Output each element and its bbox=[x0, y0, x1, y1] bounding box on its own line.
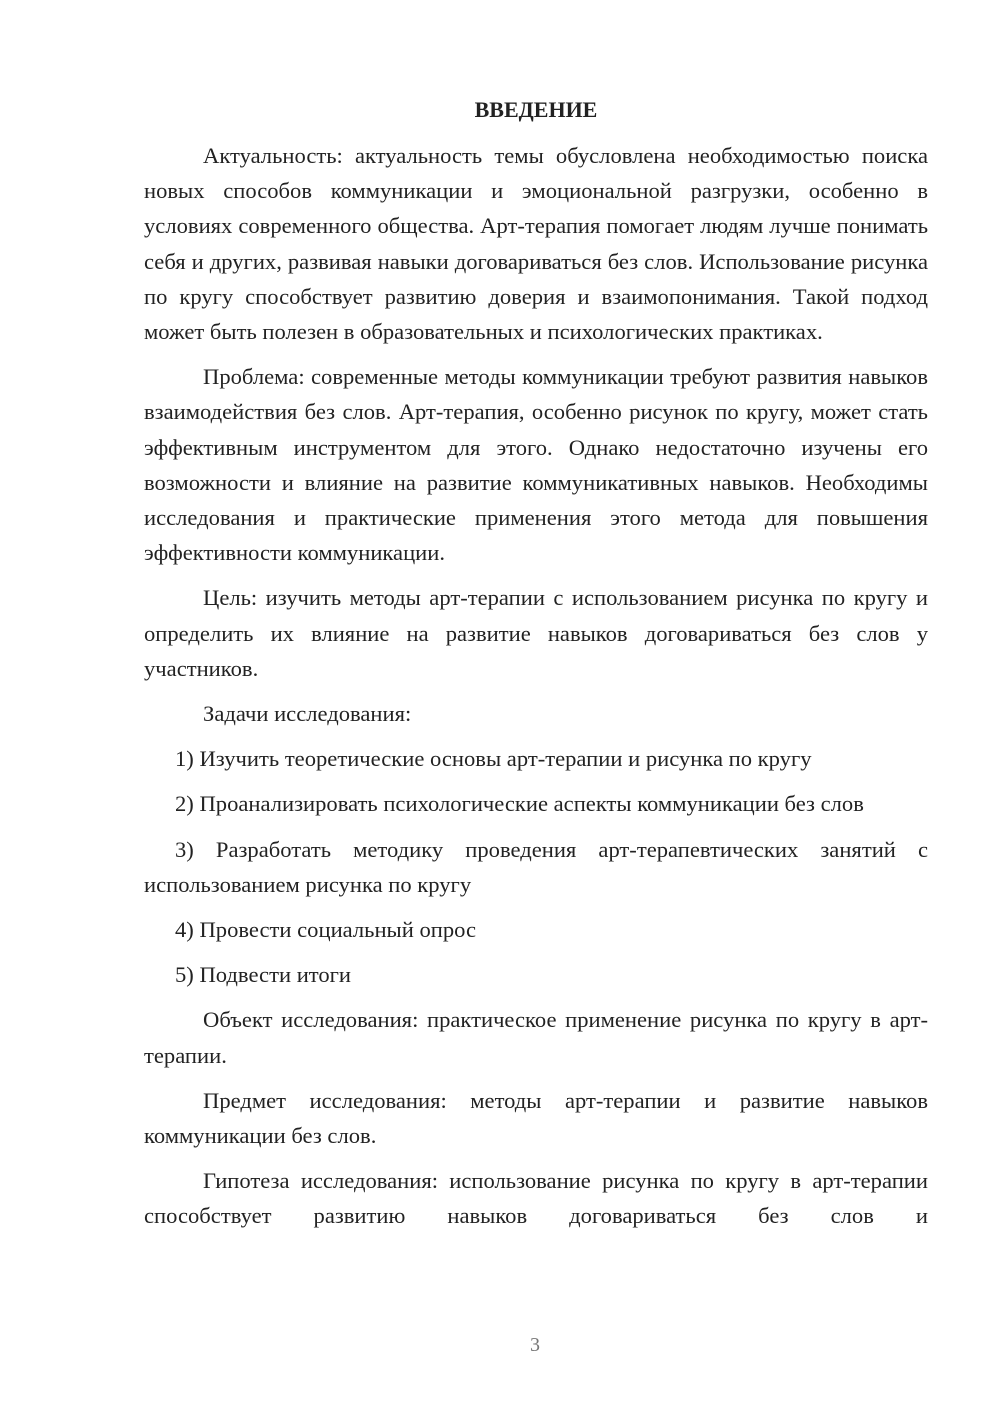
page-title: ВВЕДЕНИЕ bbox=[474, 97, 598, 122]
paragraph-hypothesis: Гипотеза исследования: использование рисунка по кругу в арт-терапии способствует развитию навыков договариваться без слов и bbox=[144, 1168, 928, 1229]
task-item-2: 2) Проанализировать психологические аспекты коммуникации без слов bbox=[175, 791, 864, 817]
page-number: 3 bbox=[530, 1334, 540, 1356]
paragraph-goal: Цель: изучить методы арт-терапии с использованием рисунка по кругу и определить их влияние на развитие навыков договариваться без слов у участников. bbox=[144, 585, 928, 681]
paragraph-object: Объект исследования: практическое применение рисунка по кругу в арт-терапии. bbox=[144, 1007, 928, 1068]
task-item-3: 3) Разработать методику проведения арт-терапевтических занятий с использованием рисунка по кругу bbox=[144, 836, 928, 897]
paragraph-subject: Предмет исследования: методы арт-терапии и развитие навыков коммуникации без слов. bbox=[144, 1087, 928, 1149]
paragraph-relevance: Актуальность: актуальность темы обусловлена необходимостью поиска новых способов коммуникации и эмоциональной разгрузки, особенно в условиях современного общества. Арт-терапия помогает людям лучше понимать себя и других, развивая навыки договариваться без слов. Использование рисунка по кругу способствует развитию доверия и взаимопонимания. Такой подход может быть полезен в образовательных и психологических практиках. bbox=[144, 143, 928, 345]
task-item-5: 5) Подвести итоги bbox=[175, 962, 352, 988]
document-page bbox=[144, 92, 928, 1244]
task-item-1: 1) Изучить теоретические основы арт-терапии и рисунка по кругу bbox=[175, 746, 812, 772]
paragraph-tasks-heading: Задачи исследования: bbox=[203, 701, 412, 727]
task-item-4: 4) Провести социальный опрос bbox=[175, 917, 477, 943]
paragraph-problem: Проблема: современные методы коммуникации требуют развития навыков взаимодействия без слов. Арт-терапия, особенно рисунок по кругу, может стать эффективным инструментом для этого. Однако недостаточно изучены его возможности и влияние на развитие коммуникативных навыков. Необходимы исследования и практические применения этого метода для повышения эффективности коммуникации. bbox=[144, 364, 928, 566]
